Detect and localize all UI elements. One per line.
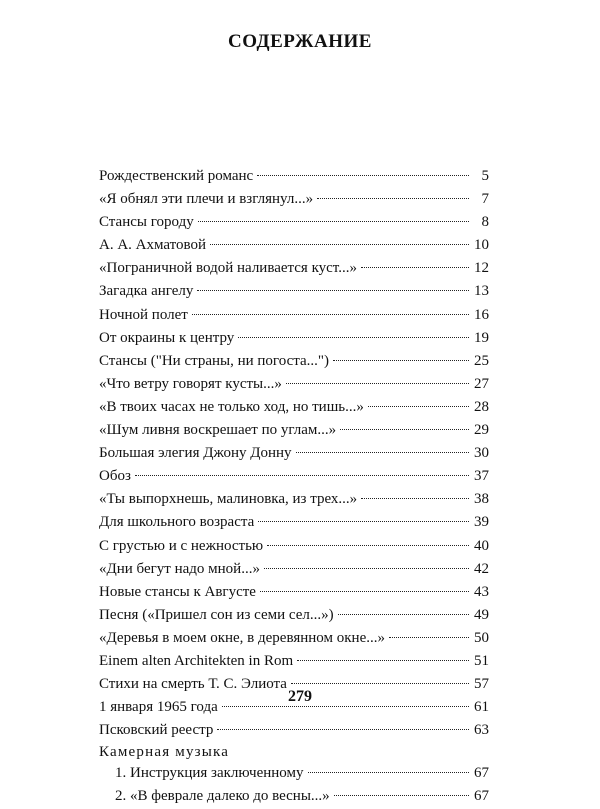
dot-leader	[197, 290, 469, 291]
toc-entry	[99, 558, 489, 581]
dot-leader	[264, 568, 469, 569]
toc-entry	[99, 350, 489, 373]
toc-entry-page: 10	[474, 237, 489, 254]
dot-leader	[198, 221, 469, 222]
toc-entry-title: Стансы ("Ни страны, ни погоста...")	[99, 352, 330, 369]
dot-leader	[361, 498, 469, 499]
toc-entry-page: 57	[474, 676, 489, 693]
dot-leader	[296, 452, 469, 453]
toc-entry-title: Рождественский романс	[99, 168, 254, 184]
dot-leader	[286, 383, 469, 384]
page-title: СОДЕРЖАНИЕ	[228, 31, 372, 52]
toc-entry-page: 40	[474, 537, 489, 554]
toc-entry-page: 19	[474, 329, 489, 346]
dot-leader	[135, 475, 469, 476]
toc-entry-page: 50	[474, 629, 489, 646]
toc-entry-title: Загадка ангелу	[99, 283, 194, 300]
dot-leader	[222, 706, 469, 707]
toc-entry-page: 43	[474, 583, 489, 600]
toc-entry-title: «Шум ливня воскрешает по углам...»	[99, 422, 337, 439]
toc-entry-title: 2. «В феврале далеко до весны...»	[115, 788, 330, 805]
toc-entry	[99, 719, 489, 742]
toc-entry-page: 28	[474, 398, 489, 415]
toc-entry-title: От окраины к центру	[99, 329, 235, 346]
toc-entry-title: «Я обнял эти плечи и взглянул...»	[99, 191, 314, 208]
toc-entry-page: 13	[474, 283, 489, 300]
toc-entry-page: 67	[474, 788, 489, 805]
dot-leader	[258, 521, 469, 522]
toc-entry-page: 63	[474, 722, 489, 739]
toc-entry-page: 29	[474, 422, 489, 439]
toc-entry	[99, 604, 489, 627]
toc-entry-page: 25	[474, 352, 489, 369]
toc-entry-page: 37	[474, 468, 489, 485]
dot-leader	[338, 614, 469, 615]
toc-entry-title: «Деревья в моем окне, в деревянном окне...»	[99, 629, 385, 646]
toc-entry	[99, 165, 489, 188]
toc-entry-page: 8	[481, 214, 489, 231]
dot-leader	[317, 198, 469, 199]
dot-leader	[210, 244, 469, 245]
toc-entry	[99, 280, 489, 303]
toc-entry	[99, 396, 489, 419]
toc-entry-page: 30	[474, 445, 489, 462]
toc-entry-title: Ночной полет	[99, 306, 188, 323]
dot-leader	[334, 795, 469, 796]
toc-entry-title: «Ты выпорхнешь, малиновка, из трех...»	[99, 491, 358, 508]
toc-entry	[99, 442, 489, 465]
toc-entry	[99, 488, 489, 511]
dot-leader	[361, 267, 469, 268]
toc-entry-page: 12	[474, 260, 489, 277]
toc-entry-title: Einem alten Architekten in Rom	[99, 652, 294, 669]
dot-leader	[192, 314, 469, 315]
toc-entry-title: Обоз	[99, 468, 131, 485]
toc-entry-title: А. А. Ахматовой	[99, 237, 207, 254]
toc-section-heading: Камерная музыка	[99, 744, 230, 761]
toc-entry-page: 51	[474, 652, 489, 669]
toc-entry-title: Стансы городу	[99, 214, 194, 231]
toc-entry-title: Псковский реестр	[99, 722, 214, 739]
toc-entry-title: Для школьного возраста	[99, 514, 255, 531]
dot-leader	[257, 175, 469, 176]
dot-leader	[260, 591, 469, 592]
toc-entry-title: 1 января 1965 года	[99, 699, 218, 716]
toc-entry-title: 1. Инструкция заключенному	[115, 765, 304, 782]
dot-leader	[238, 337, 469, 338]
toc-entry-page: 16	[474, 306, 489, 323]
toc-entry-page: 7	[481, 191, 489, 208]
dot-leader	[333, 360, 469, 361]
toc-entry-page: 67	[474, 765, 489, 782]
dot-leader	[340, 429, 469, 430]
dot-leader	[389, 637, 469, 638]
toc-entry-title: «Что ветру говорят кусты...»	[99, 375, 282, 392]
page-number: 279	[288, 688, 312, 705]
toc-entry-page: 39	[474, 514, 489, 531]
toc-entry-title: Песня («Пришел сон из семи сел...»)	[99, 606, 334, 623]
toc-entry	[99, 650, 489, 673]
toc-entry-page: 61	[474, 699, 489, 716]
toc-entry	[99, 327, 489, 350]
table-of-contents	[99, 165, 489, 809]
toc-entry	[99, 188, 489, 211]
dot-leader	[291, 683, 469, 684]
toc-entry	[99, 465, 489, 488]
toc-entry-title: «Пограничной водой наливается куст...»	[99, 260, 357, 277]
dot-leader	[297, 660, 469, 661]
dot-leader	[217, 729, 469, 730]
toc-entry	[99, 373, 489, 396]
toc-entry-page: 38	[474, 491, 489, 508]
dot-leader	[267, 545, 469, 546]
toc-entry	[99, 304, 489, 327]
toc-entry-title: С грустью и с нежностью	[99, 537, 264, 554]
toc-entry-title: Стихи на смерть Т. С. Элиота	[99, 676, 287, 693]
dot-leader	[308, 772, 469, 773]
toc-entry	[99, 627, 489, 650]
toc-entry	[99, 581, 489, 604]
toc-entry-page: 27	[474, 375, 489, 392]
toc-entry	[99, 762, 489, 785]
toc-entry	[99, 257, 489, 280]
toc-entry	[99, 535, 489, 558]
toc-entry-title: «Дни бегут надо мной...»	[99, 560, 260, 577]
toc-entry	[99, 419, 489, 442]
toc-entry	[99, 211, 489, 234]
toc-entry-page: 49	[474, 606, 489, 623]
dot-leader	[368, 406, 469, 407]
toc-entry	[99, 234, 489, 257]
toc-entry-title: «В твоих часах не только ход, но тишь...»	[99, 398, 364, 415]
toc-entry-page: 42	[474, 560, 489, 577]
toc-entry	[99, 785, 489, 808]
toc-entry	[99, 511, 489, 534]
toc-entry-title: Большая элегия Джону Донну	[99, 445, 292, 462]
toc-entry-title: Новые стансы к Августе	[99, 583, 256, 600]
toc-entry-page: 5	[481, 168, 489, 184]
